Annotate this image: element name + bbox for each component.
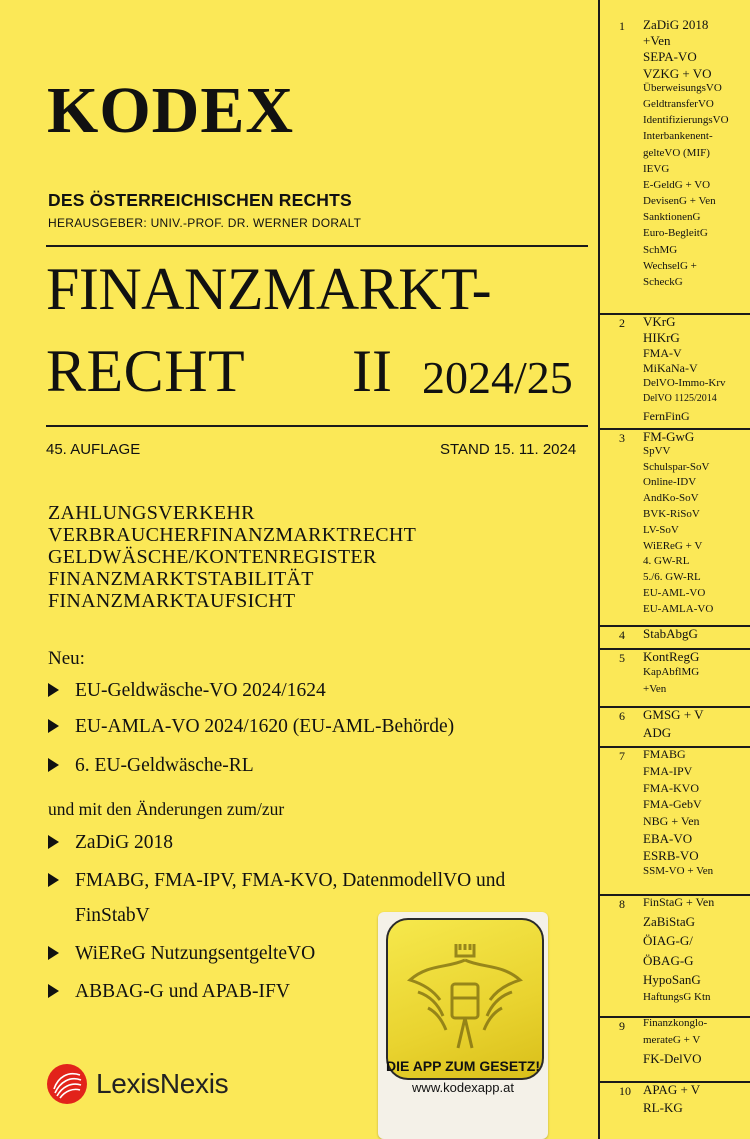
series-subtitle: DES ÖSTERREICHISCHEN RECHTS [48, 190, 352, 210]
index-law-entry: 4. GW-RL [643, 555, 690, 568]
index-law-entry: KapAbflMG [643, 666, 700, 678]
index-law-entry: 5./6. GW-RL [643, 571, 701, 584]
index-law-entry: FK-DelVO [643, 1051, 702, 1067]
index-law-entry: IdentifizierungsVO [643, 114, 729, 127]
index-law-entry: SEPA-VO [643, 49, 697, 65]
index-law-entry: KontRegG [643, 649, 700, 664]
triangle-bullet-icon [48, 835, 59, 849]
index-law-entry: ADG [643, 725, 672, 740]
law-index-column [598, 0, 750, 1139]
index-section-items [643, 708, 748, 744]
index-section-number: 10 [619, 1084, 631, 1098]
change-item: ZaDiG 2018 [48, 832, 173, 854]
index-section-items [643, 1083, 748, 1118]
topic-item: FINANZMARKTAUFSICHT [48, 590, 296, 612]
index-section-number: 3 [619, 431, 625, 445]
index-law-entry: ZaDiG 2018 [643, 17, 709, 32]
index-law-entry: FMA-IPV [643, 763, 693, 778]
index-law-entry: EU-AMLA-VO [643, 602, 714, 615]
index-law-entry: EBA-VO [643, 830, 693, 846]
index-law-entry: EU-AML-VO [643, 586, 706, 599]
index-law-entry: HypoSanG [643, 971, 701, 987]
triangle-bullet-icon [48, 683, 59, 697]
index-law-entry: merateG + V [643, 1034, 701, 1047]
volume-number: II [352, 338, 392, 404]
index-law-entry: BVK-RiSoV [643, 507, 700, 520]
index-law-entry: SSM-VO + Ven [643, 864, 714, 877]
index-law-entry: NBG + Ven [643, 814, 700, 829]
index-law-entry: ZaBiStaG [643, 914, 695, 930]
index-law-entry: SpVV [643, 444, 671, 457]
index-section-number: 6 [619, 709, 625, 723]
index-law-entry: SanktionenG [643, 211, 701, 224]
app-url[interactable]: www.kodexapp.at [412, 1080, 514, 1095]
topic-item: GELDWÄSCHE/KONTENREGISTER [48, 546, 377, 568]
index-law-entry: Finanzkonglo- [643, 1017, 708, 1029]
index-section-items [643, 315, 748, 426]
title-line-2: RECHT [46, 338, 246, 404]
index-section-number: 7 [619, 749, 625, 763]
index-section-items [643, 650, 748, 701]
index-law-entry: ScheckG [643, 276, 683, 288]
index-section-number: 9 [619, 1019, 625, 1033]
eagle-coat-of-arms-icon [388, 920, 542, 1078]
index-law-entry: +Ven [643, 33, 671, 49]
index-section-number: 5 [619, 651, 625, 665]
topic-list [48, 502, 416, 612]
index-law-entry: FMA-KVO [643, 780, 700, 795]
index-law-entry: AndKo-SoV [643, 492, 699, 505]
stand-date: STAND 15. 11. 2024 [440, 441, 577, 458]
index-section-number: 2 [619, 316, 625, 330]
index-law-entry: ÜberweisungsVO [643, 81, 722, 94]
index-law-entry: DelVO-Immo-Krv [643, 377, 726, 390]
index-law-entry: FMA-V [643, 345, 682, 360]
index-law-entry: WiEReG + V [643, 539, 703, 552]
topic-item: VERBRAUCHERFINANZMARKTRECHT [48, 524, 417, 546]
change-item: ABBAG-G und APAB-IFV [48, 981, 290, 1003]
app-icon[interactable] [386, 918, 544, 1080]
index-section-items [643, 18, 748, 293]
triangle-bullet-icon [48, 946, 59, 960]
index-law-entry: IEVG [643, 162, 670, 175]
index-law-entry: GMSG + V [643, 707, 704, 722]
index-law-entry: Euro-BegleitG [643, 227, 708, 240]
index-law-entry: FMA-GebV [643, 797, 702, 812]
lexisnexis-emblem-icon [46, 1063, 88, 1105]
new-label: Neu: [48, 648, 85, 669]
editor-line: HERAUSGEBER: UNIV.-PROF. DR. WERNER DORALT [48, 216, 362, 230]
index-law-entry: ÖIAG-G/ [643, 933, 693, 949]
index-law-entry: VKrG [643, 314, 676, 329]
triangle-bullet-icon [48, 984, 59, 998]
index-law-entry: DevisenG + Ven [643, 195, 716, 208]
index-law-entry: MiKaNa-V [643, 361, 698, 376]
index-law-entry: ESRB-VO [643, 847, 699, 863]
index-law-entry: VZKG + VO [643, 65, 712, 81]
series-title: KODEX [47, 74, 295, 147]
index-law-entry: FM-GwG [643, 429, 695, 444]
change-item: FMABG, FMA-IPV, FMA-KVO, DatenmodellVO und [48, 870, 505, 892]
index-law-entry: LV-SoV [643, 523, 679, 536]
index-law-entry: FinStaG + Ven [643, 895, 715, 909]
index-section-items [643, 896, 748, 1011]
edition-year: 2024/25 [422, 352, 573, 403]
index-law-entry: Interbankenent- [643, 130, 713, 143]
topic-item: ZAHLUNGSVERKEHR [48, 502, 255, 524]
index-section-items [643, 1018, 748, 1070]
edition-label: 45. AUFLAGE [46, 441, 141, 458]
publisher-logo [46, 1063, 228, 1105]
change-item-continuation: FinStabV [75, 905, 150, 926]
index-section-number: 1 [619, 19, 625, 33]
divider-middle [46, 425, 588, 427]
new-item: EU-Geldwäsche-VO 2024/1624 [48, 680, 326, 702]
index-law-entry: +Ven [643, 683, 667, 695]
triangle-bullet-icon [48, 719, 59, 733]
index-law-entry: Online-IDV [643, 476, 697, 489]
publisher-name: LexisNexis [96, 1068, 229, 1099]
index-law-entry: RL-KG [643, 1099, 683, 1115]
index-law-entry: StabAbgG [643, 626, 698, 641]
index-law-entry: Schulspar-SoV [643, 460, 710, 473]
app-promo-badge[interactable] [378, 912, 548, 1139]
new-item: 6. EU-Geldwäsche-RL [48, 755, 254, 777]
triangle-bullet-icon [48, 873, 59, 887]
changes-label: und mit den Änderungen zum/zur [48, 799, 285, 819]
change-item: WiEReG NutzungsentgelteVO [48, 943, 315, 965]
topic-item: FINANZMARKTSTABILITÄT [48, 568, 314, 590]
index-section-items [643, 748, 748, 882]
new-item: EU-AMLA-VO 2024/1620 (EU-AML-Behörde) [48, 716, 454, 738]
index-law-entry: gelteVO (MIF) [643, 146, 710, 159]
index-section-items [643, 627, 748, 645]
index-law-entry: WechselG + [643, 259, 697, 272]
divider-top [46, 245, 588, 247]
index-section-items [643, 430, 748, 620]
index-law-entry: FernFinG [643, 408, 690, 423]
index-law-entry: E-GeldG + VO [643, 178, 711, 191]
index-law-entry: HIKrG [643, 329, 680, 345]
index-law-entry: FMABG [643, 747, 686, 761]
index-law-entry: APAG + V [643, 1082, 701, 1097]
index-section-number: 4 [619, 628, 625, 642]
app-slogan: DIE APP ZUM GESETZ! [385, 1058, 540, 1074]
index-law-entry: ÖBAG-G [643, 952, 694, 968]
title-line-1: FINANZMARKT- [46, 256, 492, 322]
triangle-bullet-icon [48, 758, 59, 772]
index-law-entry: HaftungsG Ktn [643, 990, 711, 1003]
index-law-entry: DelVO 1125/2014 [643, 392, 717, 404]
index-law-entry: SchMG [643, 243, 678, 256]
index-law-entry: GeldtransferVO [643, 97, 714, 110]
index-section-number: 8 [619, 897, 625, 911]
